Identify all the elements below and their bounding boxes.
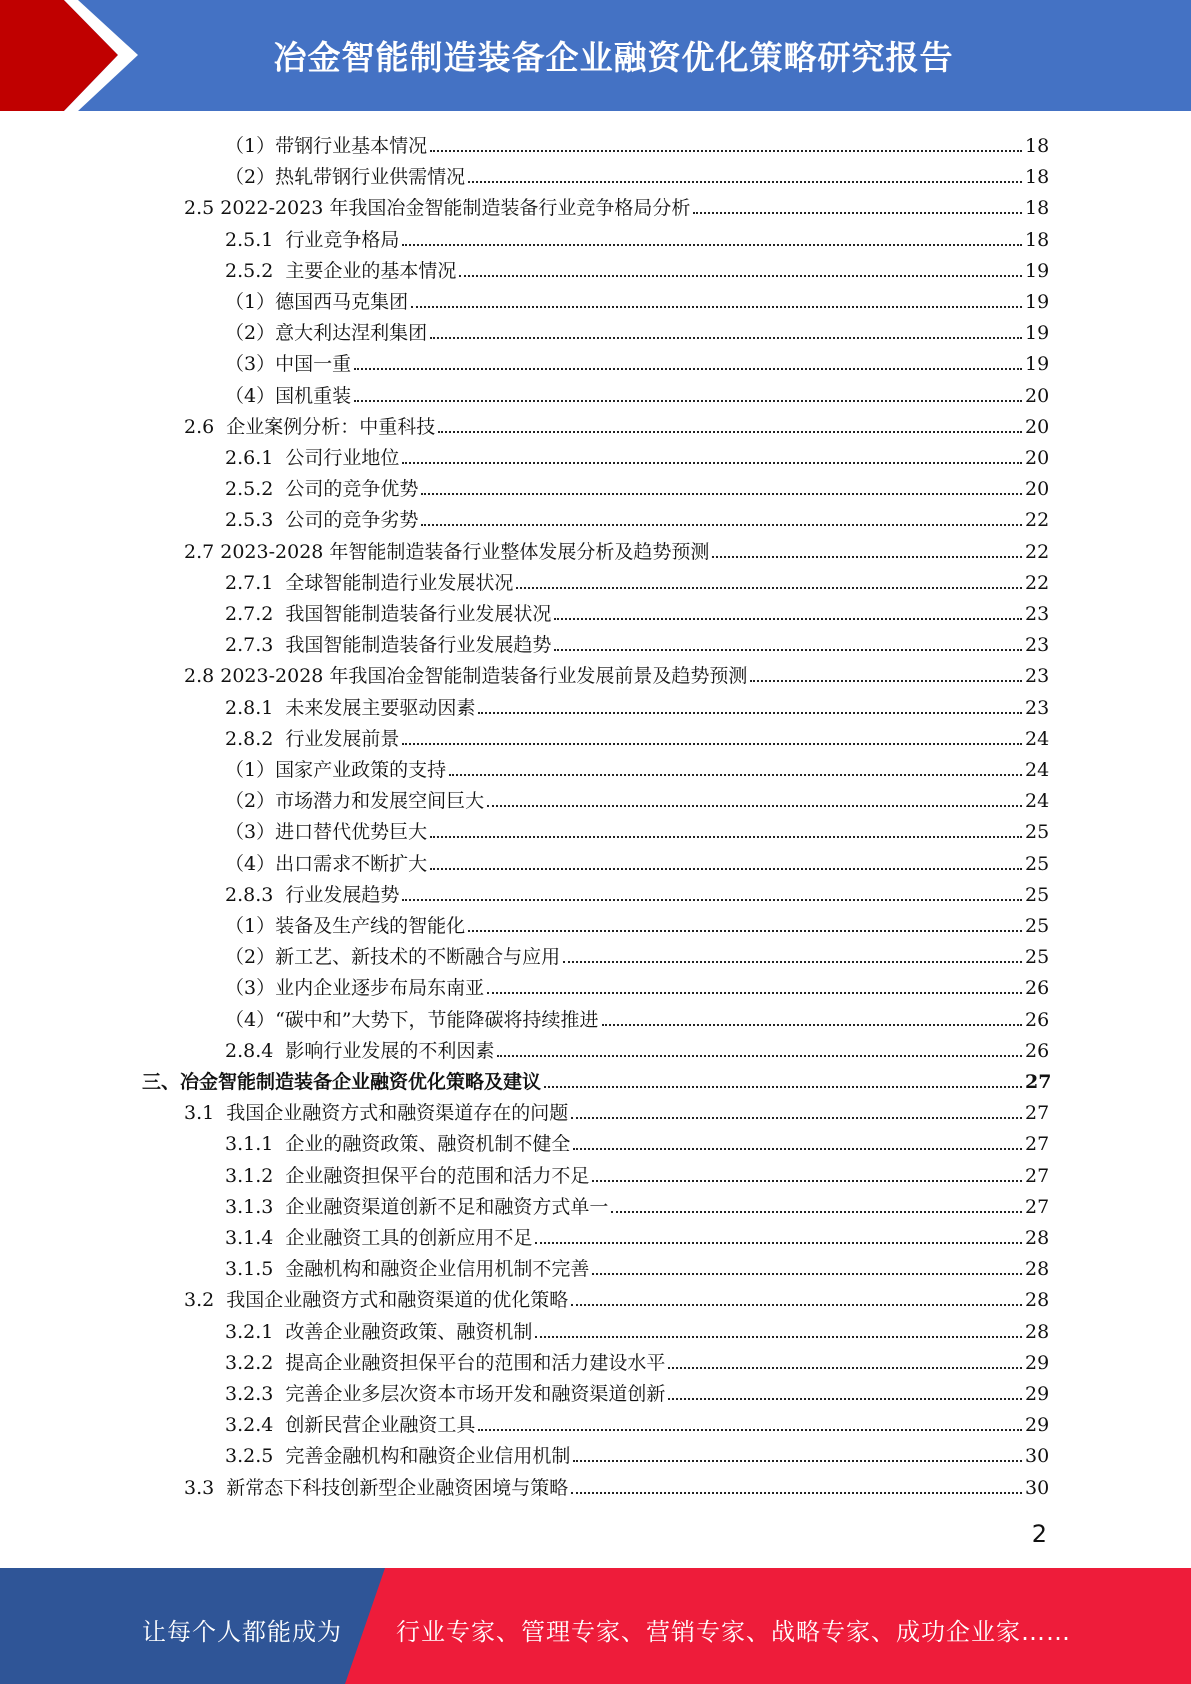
toc-entry-label: 3.2.2 提高企业融资担保平台的范围和活力建设水平 — [225, 1351, 666, 1374]
toc-dot-leader — [693, 211, 1022, 214]
toc-dot-leader — [487, 804, 1022, 807]
toc-dot-leader — [571, 1303, 1022, 1306]
toc-dot-leader — [573, 1459, 1022, 1462]
toc-entry-label: 2.8.1 未来发展主要驱动因素 — [225, 696, 476, 719]
toc-entry-page: 20 — [1025, 478, 1050, 501]
toc-dot-leader — [354, 367, 1022, 370]
toc-entry[interactable] — [225, 625, 1049, 656]
toc-entry[interactable] — [225, 1405, 1049, 1436]
toc-entry-page: 22 — [1025, 540, 1050, 563]
toc-entry[interactable] — [225, 875, 1049, 906]
report-title: 冶金智能制造装备企业融资优化策略研究报告 — [273, 38, 954, 77]
toc-entry[interactable] — [225, 1218, 1049, 1249]
toc-entry-label: 3.3 新常态下科技创新型企业融资困境与策略 — [184, 1476, 569, 1499]
toc-entry[interactable] — [225, 1343, 1049, 1374]
toc-dot-leader — [421, 492, 1022, 495]
toc-entry-label: 3.2 我国企业融资方式和融资渠道的优化策略 — [184, 1289, 569, 1312]
toc-entry-page: 23 — [1025, 665, 1050, 688]
toc-entry-page: 20 — [1025, 384, 1050, 407]
toc-entry[interactable] — [225, 1374, 1049, 1405]
toc-entry[interactable] — [225, 500, 1049, 531]
toc-entry[interactable] — [225, 1187, 1049, 1218]
toc-dot-leader — [571, 1491, 1022, 1494]
toc-entry[interactable] — [225, 126, 1049, 157]
toc-entry[interactable] — [184, 532, 1049, 563]
toc-dot-leader — [563, 960, 1022, 963]
toc-dot-leader — [402, 243, 1022, 246]
toc-dot-leader — [402, 742, 1022, 745]
toc-entry[interactable] — [184, 1468, 1049, 1499]
toc-dot-leader — [478, 711, 1022, 714]
toc-entry-label: 三、冶金智能制造装备企业融资优化策略及建议 — [142, 1071, 542, 1093]
toc-entry-label: 2.6 企业案例分析：中重科技 — [184, 415, 436, 438]
toc-entry-page: 26 — [1025, 977, 1050, 1000]
toc-entry-page: 24 — [1025, 727, 1050, 750]
toc-dot-leader — [468, 180, 1022, 183]
toc-entry-page: 22 — [1025, 571, 1050, 594]
toc-entry-label: 2.8.4 影响行业发展的不利因素 — [225, 1039, 495, 1062]
toc-dot-leader — [421, 523, 1022, 526]
toc-dot-leader — [497, 1054, 1022, 1057]
toc-entry-label: 3.1.3 企业融资渠道创新不足和融资方式单一 — [225, 1195, 609, 1218]
toc-entry-page: 25 — [1025, 821, 1050, 844]
toc-entry-page: 25 — [1025, 852, 1050, 875]
toc-entry[interactable] — [225, 438, 1049, 469]
toc-entry-page: 27 — [1025, 1164, 1050, 1187]
toc-dot-leader — [516, 586, 1022, 589]
toc-entry[interactable] — [184, 1280, 1049, 1311]
toc-entry-page: 18 — [1025, 197, 1050, 220]
toc-entry-page: 27 — [1025, 1133, 1050, 1156]
toc-entry-label: 2.5.2 公司的竞争优势 — [225, 478, 419, 501]
page-number: 2 — [1031, 1520, 1047, 1548]
toc-entry-label: （4）出口需求不断扩大 — [225, 852, 428, 875]
toc-entry-label: 2.8 2023-2028 年我国冶金智能制造装备行业发展前景及趋势预测 — [184, 665, 748, 688]
toc-entry-page: 27 — [1025, 1102, 1050, 1125]
toc-dot-leader — [468, 929, 1022, 932]
toc-dot-leader — [554, 648, 1022, 651]
toc-dot-leader — [573, 1147, 1022, 1150]
toc-dot-leader — [544, 1085, 1022, 1088]
toc-entry[interactable] — [225, 1031, 1049, 1062]
toc-dot-leader — [535, 1335, 1022, 1338]
toc-entry-label: 2.5 2022-2023 年我国冶金智能制造装备行业竞争格局分析 — [184, 197, 691, 220]
toc-dot-leader — [712, 555, 1022, 558]
toc-entry-page: 28 — [1025, 1227, 1050, 1249]
toc-entry-page: 18 — [1025, 166, 1050, 189]
toc-entry-label: （2）市场潜力和发展空间巨大 — [225, 790, 485, 813]
toc-entry-page: 19 — [1025, 353, 1050, 376]
toc-entry-label: 2.6.1 公司行业地位 — [225, 447, 400, 469]
toc-entry-label: （2）意大利达涅利集团 — [225, 322, 428, 345]
toc-entry-label: 2.7.3 我国智能制造装备行业发展趋势 — [225, 634, 552, 657]
toc-entry-label: （4）“碳中和”大势下，节能降碳将持续推进 — [225, 1008, 599, 1031]
toc-dot-leader — [430, 835, 1022, 838]
toc-entry[interactable] — [225, 1249, 1049, 1280]
toc-entry-label: 2.5.3 公司的竞争劣势 — [225, 509, 419, 532]
toc-entry[interactable] — [225, 157, 1049, 188]
toc-entry-page: 28 — [1025, 1289, 1050, 1312]
toc-entry-page: 26 — [1025, 1008, 1050, 1031]
toc-entry-page: 19 — [1025, 322, 1050, 345]
toc-entry-label: （2）热轧带钢行业供需情况 — [225, 166, 466, 189]
toc-entry[interactable] — [225, 1312, 1049, 1343]
toc-entry-label: 3.1 我国企业融资方式和融资渠道存在的问题 — [184, 1102, 569, 1125]
toc-dot-leader — [459, 274, 1022, 277]
toc-entry-page: 25 — [1025, 915, 1050, 937]
toc-entry-page: 19 — [1025, 291, 1050, 313]
toc-entry[interactable] — [225, 719, 1049, 750]
toc-entry[interactable] — [225, 469, 1049, 500]
toc-entry-page: 20 — [1025, 415, 1050, 438]
toc-entry[interactable] — [225, 844, 1049, 875]
toc-entry-label: 2.5.1 行业竞争格局 — [225, 228, 400, 251]
toc-entry-page: 19 — [1025, 259, 1050, 282]
toc-entry-page: 24 — [1025, 790, 1050, 813]
toc-dot-leader — [478, 1428, 1022, 1431]
toc-entry-page: 22 — [1025, 509, 1050, 532]
toc-entry-page: 29 — [1025, 1351, 1050, 1374]
toc-entry-page: 28 — [1025, 1320, 1050, 1343]
toc-dot-leader — [430, 867, 1022, 870]
toc-entry-page: 30 — [1025, 1445, 1050, 1468]
toc-dot-leader — [411, 305, 1022, 308]
toc-entry-label: 2.5.2 主要企业的基本情况 — [225, 259, 457, 282]
toc-entry[interactable] — [225, 906, 1049, 937]
toc-entry-page: 23 — [1025, 603, 1050, 625]
toc-dot-leader — [438, 430, 1022, 433]
toc-entry[interactable] — [225, 594, 1049, 625]
toc-entry-page: 25 — [1025, 946, 1050, 969]
toc-dot-leader — [449, 773, 1022, 776]
toc-entry[interactable] — [225, 1000, 1049, 1031]
toc-entry-label: （3）进口替代优势巨大 — [225, 821, 428, 844]
toc-entry[interactable] — [225, 1436, 1049, 1467]
toc-entry-label: 2.7.1 全球智能制造行业发展状况 — [225, 571, 514, 594]
toc-entry-page: 23 — [1025, 696, 1050, 719]
toc-entry-page: 29 — [1025, 1383, 1050, 1405]
toc-entry-page: 30 — [1025, 1476, 1050, 1499]
toc-entry-label: （1）德国西马克集团 — [225, 291, 409, 313]
toc-entry-label: （1）国家产业政策的支持 — [225, 759, 447, 781]
toc-entry[interactable] — [184, 188, 1049, 219]
toc-entry[interactable] — [225, 1124, 1049, 1155]
toc-entry-label: （1）带钢行业基本情况 — [225, 135, 428, 157]
toc-entry-page: 28 — [1025, 1258, 1050, 1281]
toc-dot-leader — [535, 1241, 1022, 1244]
toc-dot-leader — [668, 1366, 1022, 1369]
toc-entry[interactable] — [225, 750, 1049, 781]
toc-entry-page: 18 — [1025, 135, 1050, 157]
toc-dot-leader — [430, 336, 1022, 339]
toc-entry[interactable] — [184, 407, 1049, 438]
toc-entry[interactable] — [184, 1093, 1049, 1124]
toc-entry-page: 26 — [1025, 1039, 1050, 1062]
toc-entry[interactable] — [225, 344, 1049, 375]
toc-entry[interactable] — [225, 313, 1049, 344]
toc-entry-label: （2）新工艺、新技术的不断融合与应用 — [225, 946, 561, 969]
toc-entry-label: 2.8.2 行业发展前景 — [225, 727, 400, 750]
toc-entry-page: 23 — [1025, 634, 1050, 657]
toc-dot-leader — [602, 1023, 1022, 1026]
toc-dot-leader — [592, 1272, 1022, 1275]
toc-entry[interactable] — [184, 656, 1049, 687]
toc-dot-leader — [354, 399, 1022, 402]
toc-entry-label: 3.2.4 创新民营企业融资工具 — [225, 1414, 476, 1437]
toc-dot-leader — [402, 898, 1022, 901]
toc-entry-page: 25 — [1025, 883, 1050, 906]
toc-entry[interactable] — [225, 563, 1049, 594]
toc-entry-label: 3.2.3 完善企业多层次资本市场开发和融资渠道创新 — [225, 1383, 666, 1405]
toc-dot-leader — [750, 679, 1022, 682]
toc-dot-leader — [668, 1397, 1022, 1400]
toc-dot-leader — [402, 461, 1022, 464]
toc-entry[interactable] — [225, 376, 1049, 407]
toc-entry-label: 3.2.1 改善企业融资政策、融资机制 — [225, 1320, 533, 1343]
footer-slogan-left: 让每个人都能成为 — [142, 1618, 342, 1646]
toc-entry-label: 2.7.2 我国智能制造装备行业发展状况 — [225, 603, 552, 625]
toc-entry[interactable] — [225, 251, 1049, 282]
toc-entry-label: 2.8.3 行业发展趋势 — [225, 883, 400, 906]
header-banner — [0, 0, 1191, 111]
toc-dot-leader — [430, 149, 1022, 152]
toc-dot-leader — [611, 1210, 1022, 1213]
toc-entry-label: （1）装备及生产线的智能化 — [225, 915, 466, 937]
toc-entry[interactable] — [225, 781, 1049, 812]
toc-entry[interactable] — [225, 1156, 1049, 1187]
toc-entry-label: 3.1.2 企业融资担保平台的范围和活力不足 — [225, 1164, 590, 1187]
toc-entry[interactable] — [142, 1062, 1052, 1093]
toc-dot-leader — [571, 1116, 1022, 1119]
toc-entry[interactable] — [225, 282, 1049, 313]
toc-entry[interactable] — [225, 220, 1049, 251]
toc-entry-page: 29 — [1025, 1414, 1050, 1437]
toc-entry-page: 27 — [1025, 1071, 1052, 1093]
toc-entry-page: 18 — [1025, 228, 1050, 251]
toc-entry[interactable] — [225, 968, 1049, 999]
toc-dot-leader — [487, 991, 1022, 994]
toc-dot-leader — [554, 617, 1022, 620]
toc-entry-label: 3.1.5 金融机构和融资企业信用机制不完善 — [225, 1258, 590, 1281]
footer-slogan-right: 行业专家、管理专家、营销专家、战略专家、成功企业家…… — [396, 1618, 1071, 1646]
toc-entry-label: 3.1.1 企业的融资政策、融资机制不健全 — [225, 1133, 571, 1156]
toc-entry-label: 3.1.4 企业融资工具的创新应用不足 — [225, 1227, 533, 1249]
toc-entry[interactable] — [225, 812, 1049, 843]
toc-entry-label: （4）国机重装 — [225, 384, 352, 407]
toc-entry-page: 24 — [1025, 759, 1050, 781]
toc-dot-leader — [592, 1179, 1022, 1182]
toc-entry-label: （3）业内企业逐步布局东南亚 — [225, 977, 485, 1000]
toc-entry-page: 20 — [1025, 447, 1050, 469]
toc-entry[interactable] — [225, 688, 1049, 719]
toc-entry[interactable] — [225, 937, 1049, 968]
toc-entry-label: 3.2.5 完善金融机构和融资企业信用机制 — [225, 1445, 571, 1468]
toc-entry-page: 27 — [1025, 1195, 1050, 1218]
toc-entry-label: 2.7 2023-2028 年智能制造装备行业整体发展分析及趋势预测 — [184, 540, 710, 563]
toc-entry-label: （3）中国一重 — [225, 353, 352, 376]
